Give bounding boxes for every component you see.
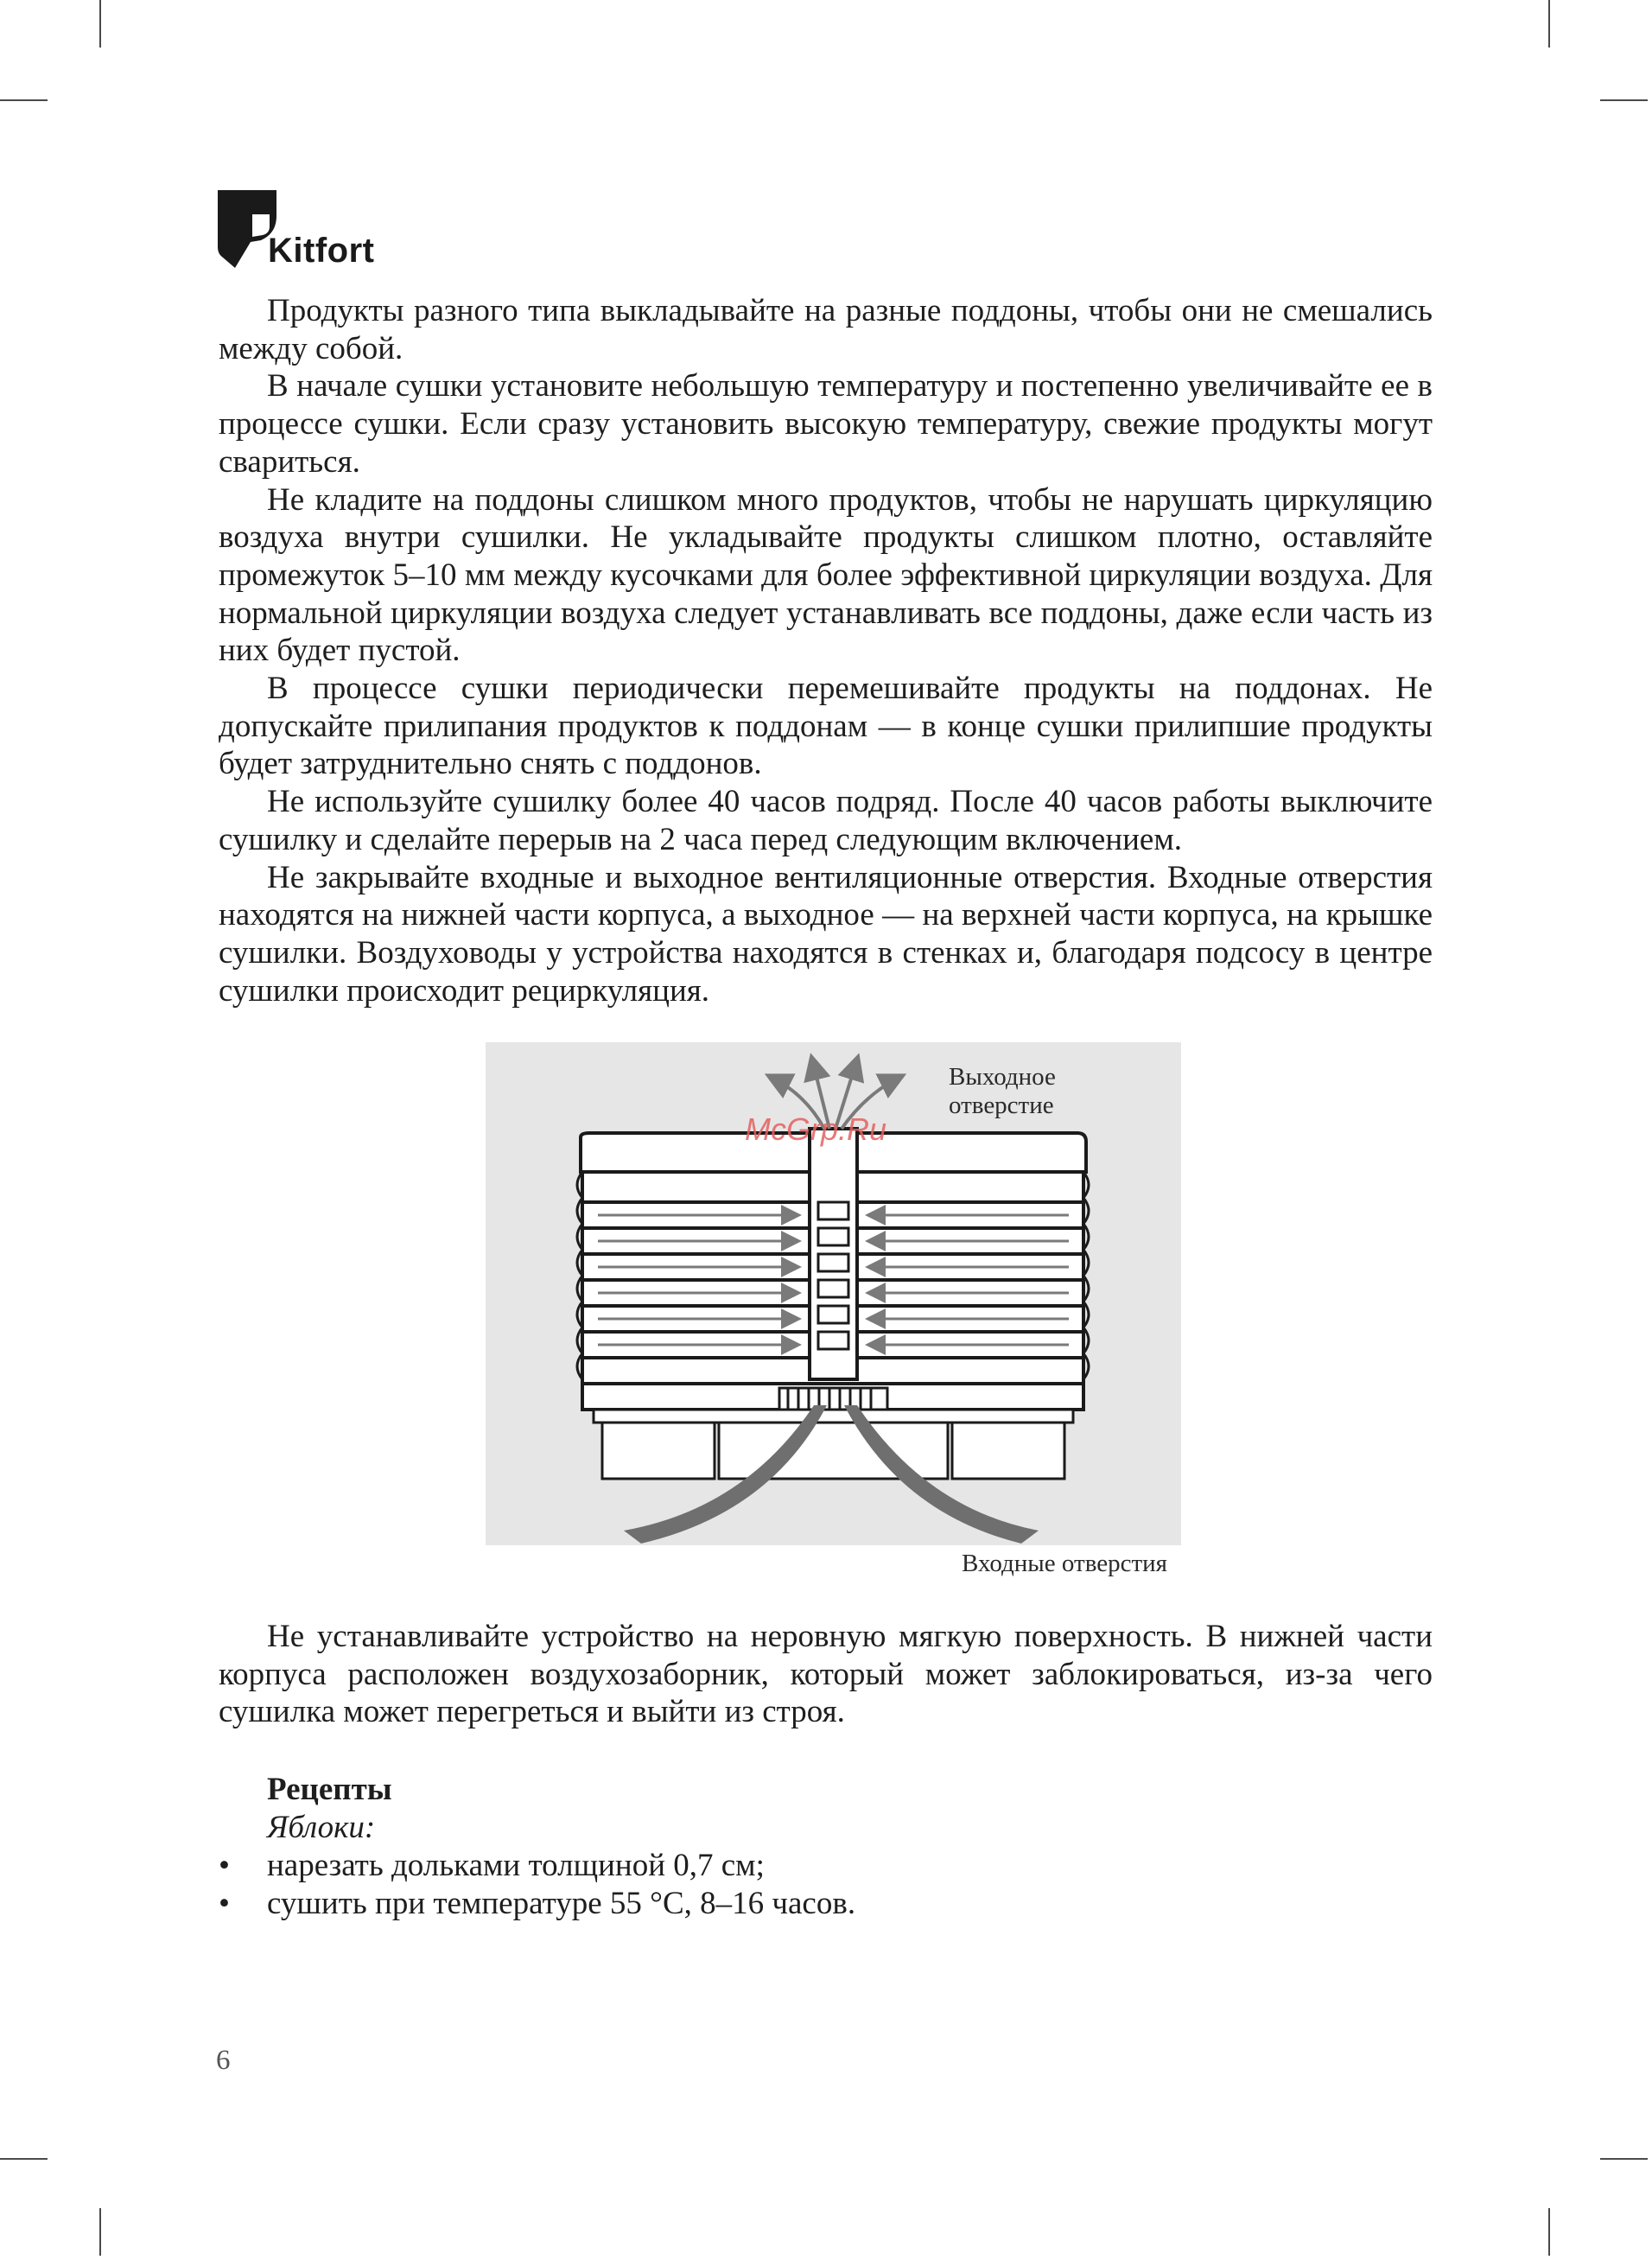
paragraph: В начале сушки установите небольшую температуру и постепенно увеличивайте ее в процессе сушки. Если сразу установить высокую температуру, свежие продукты могут свариться. <box>219 368 1433 480</box>
list-item-text: сушить при температуре 55 °C, 8–16 часов. <box>267 1886 856 1921</box>
page-number: 6 <box>216 2045 231 2076</box>
paragraph: В процессе сушки периодически перемешивайте продукты на поддонах. Не допускайте прилипания продуктов к поддонам — в конце сушки прилипшие продукты будет затруднительно снять с поддонов. <box>219 671 1433 782</box>
bottom-text <box>219 1618 1433 1731</box>
crop-mark <box>0 2158 48 2160</box>
watermark: McGrp.Ru <box>745 1111 887 1147</box>
paragraph: Не устанавливайте устройство на неровную мягкую поверхность. В нижней части корпуса расположен воздухозаборник, который может заблокироваться, из-за чего сушилка может перегреться и выйти из строя. <box>219 1619 1433 1730</box>
paragraph: Продукты разного типа выкладывайте на разные поддоны, чтобы они не смешались между собой. <box>219 293 1433 366</box>
paragraph: Не используйте сушилку более 40 часов подряд. После 40 часов работы выключите сушилку и сделайте перерыв на 2 часа перед следующим включением. <box>219 784 1433 857</box>
recipes-heading: Рецепты <box>267 1772 392 1807</box>
crop-mark <box>1548 0 1550 48</box>
brand-name: Kitfort <box>268 232 375 270</box>
crop-mark <box>99 2208 101 2256</box>
crop-mark <box>1600 2158 1648 2160</box>
recipe-name: Яблоки: <box>267 1810 376 1845</box>
bullet-icon: • <box>219 1886 230 1921</box>
list-item <box>219 1847 1433 1885</box>
inlets-label: Входные отверстия <box>962 1550 1167 1577</box>
crop-mark <box>0 99 48 101</box>
crop-mark <box>1600 99 1648 101</box>
bullet-icon: • <box>219 1848 230 1883</box>
body-text <box>219 292 1433 1009</box>
list-item <box>219 1885 1433 1923</box>
recipes-section <box>219 1771 1433 1923</box>
paragraph: Не кладите на поддоны слишком много продуктов, чтобы не нарушать циркуляцию воздуха внутри сушилки. Не укладывайте продукты слишком плотно, оставляйте промежуток 5–10 мм между кусочками для более эффективной циркуляции воздуха. Для нормальной циркуляции воздуха следует устанавливать все поддоны, даже если часть из них будет пустой. <box>219 481 1433 669</box>
list-item-text: нарезать дольками толщиной 0,7 см; <box>267 1848 765 1883</box>
crop-mark <box>99 0 101 48</box>
outlet-label: Выходное отверстие <box>949 1063 1056 1119</box>
crop-mark <box>1548 2208 1550 2256</box>
paragraph: Не закрывайте входные и выходное вентиляционные отверстия. Входные отверстия находятся на нижней части корпуса, а выходное — на верхней части корпуса, на крышке сушилки. Воздуховоды у устройства находятся в стенках и, благодаря подсосу в центре сушилки происходит рециркуляция. <box>219 859 1433 1009</box>
